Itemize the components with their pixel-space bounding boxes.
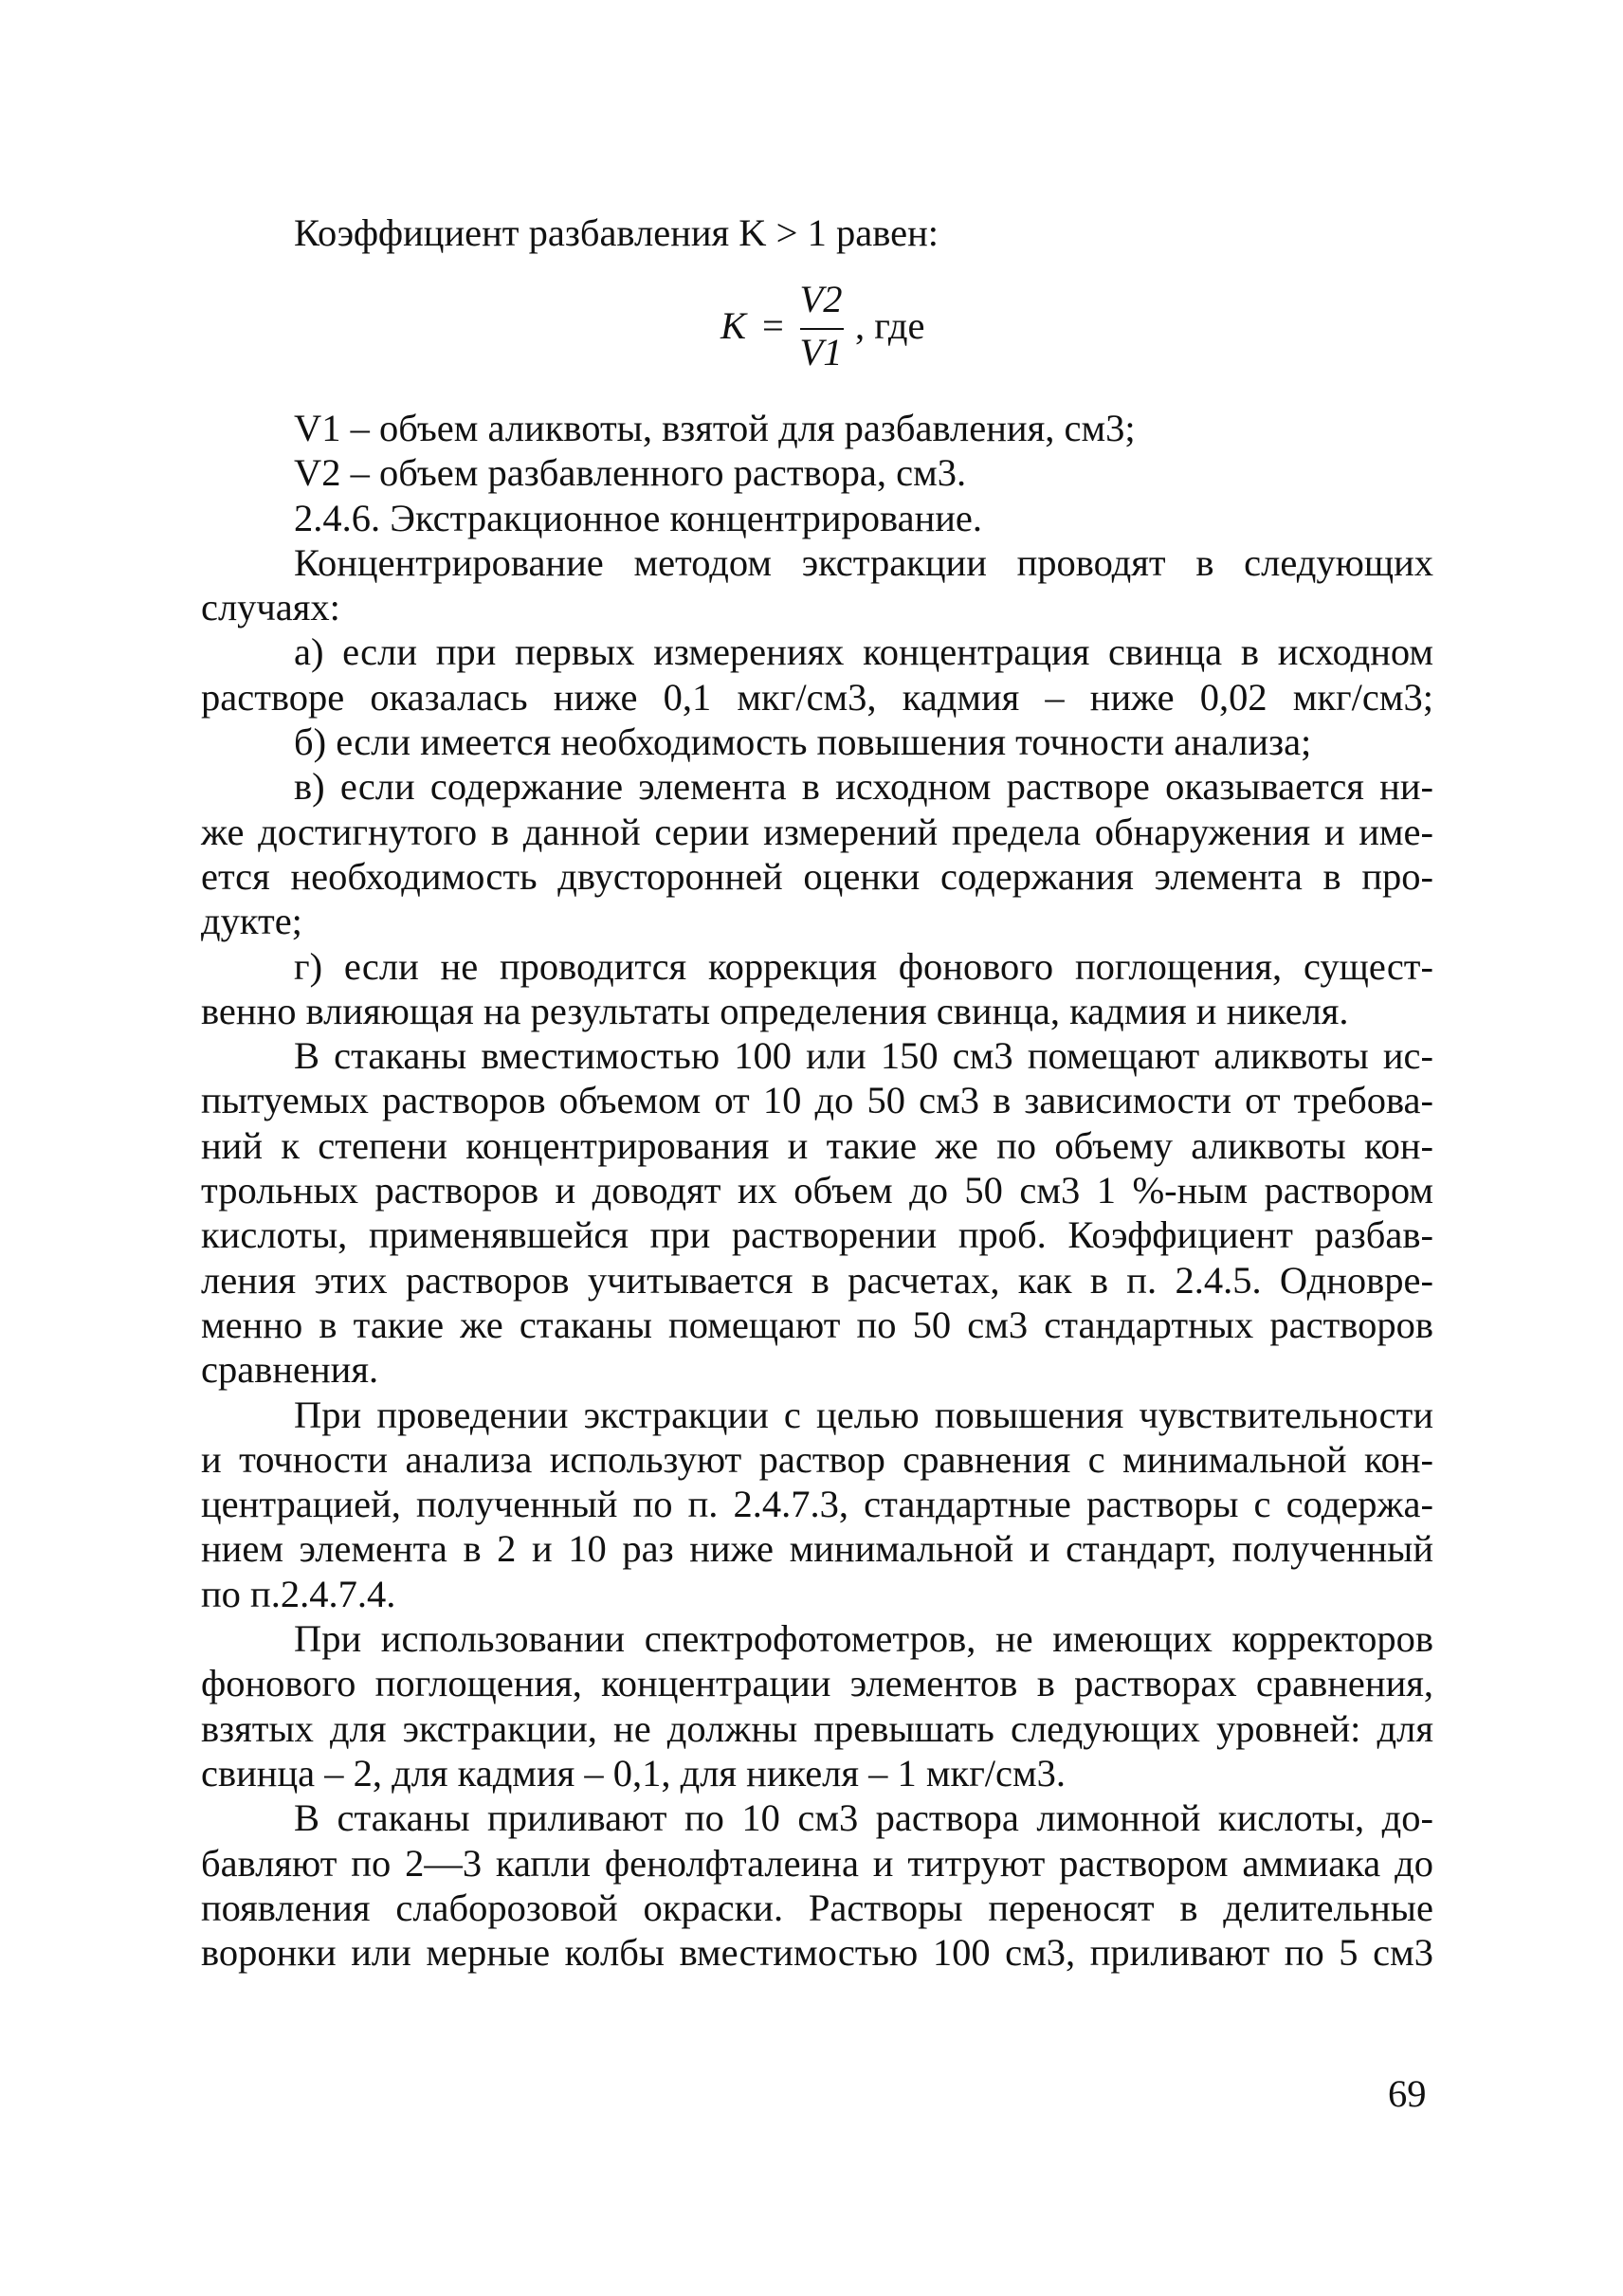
formula-suffix: , где (855, 304, 925, 347)
paragraph-line: нием элемента в 2 и 10 раз ниже минимальной и стандарт, полученный (201, 1527, 1433, 1571)
paragraph-line: сравнения. (201, 1348, 379, 1392)
paragraph-line: воронки или мерные колбы вместимостью 100 см3, приливают по 5 см3 (201, 1931, 1433, 1975)
body-text (201, 406, 1433, 1975)
paragraph-line: При проведении экстракции с целью повышения чувствительности (294, 1393, 1433, 1436)
list-item-b: б) если имеется необходимость повышения точности анализа; (294, 720, 1312, 764)
list-item-v-cont: дукте; (201, 900, 302, 943)
list-item-v-cont: ется необходимость двусторонней оценки содержания элемента в про- (201, 854, 1433, 898)
formula-equals: = (762, 304, 784, 347)
list-item-a-cont: растворе оказалась ниже 0,1 мкг/см3, кадмия – ниже 0,02 мкг/см3; (201, 675, 1433, 719)
definition-v1: V1 – объем аликвоты, взятой для разбавления, см3; (294, 407, 1136, 449)
paragraph-line: В стаканы приливают по 10 см3 раствора лимонной кислоты, до- (294, 1796, 1433, 1840)
paragraph-line: случаях: (201, 586, 340, 629)
paragraph-line: менно в такие же стаканы помещают по 50 см3 стандартных растворов (201, 1303, 1433, 1346)
paragraph-line: пытуемых растворов объемом от 10 до 50 см3 в зависимости от требова- (201, 1079, 1433, 1122)
list-item-v: в) если содержание элемента в исходном растворе оказывается ни- (294, 765, 1433, 809)
list-item-v-cont: же достигнутого в данной серии измерений предела обнаружения и име- (201, 810, 1433, 853)
section-heading: 2.4.6. Экстракционное концентрирование. (294, 496, 983, 539)
list-item-g: г) если не проводится коррекция фонового поглощения, сущест- (294, 944, 1433, 988)
list-item-a: а) если при первых измерениях концентрация свинца в исходном (294, 630, 1433, 674)
paragraph-line: ления этих растворов учитывается в расчетах, как в п. 2.4.5. Одновре- (201, 1258, 1433, 1302)
paragraph-line: Концентрирование методом экстракции проводят в следующих (294, 540, 1433, 584)
formula-numerator: V2 (799, 278, 843, 320)
paragraph-line: появления слаборозовой окраски. Растворы переносят в делительные (201, 1886, 1433, 1929)
paragraph-line: При использовании спектрофотометров, не имеющих корректоров (294, 1617, 1433, 1661)
paragraph-line: центрацией, полученный по п. 2.4.7.3, стандартные растворы с содержа- (201, 1483, 1433, 1526)
paragraph-line: ний к степени концентрирования и такие же по объему аликвоты кон- (201, 1123, 1433, 1167)
paragraph-line: по п.2.4.7.4. (201, 1572, 396, 1615)
paragraph-line: и точности анализа используют раствор сравнения с минимальной кон- (201, 1437, 1433, 1481)
intro-paragraph (201, 210, 1433, 255)
formula-denominator: V1 (799, 331, 843, 374)
formula-lhs: K (720, 304, 747, 347)
definition-v2: V2 – объем разбавленного раствора, см3. (294, 451, 967, 495)
paragraph-line: фонового поглощения, концентрации элементов в растворах сравнения, (201, 1662, 1433, 1705)
paragraph-line: бавляют по 2—3 капли фенолфталеина и титруют раствором аммиака до (201, 1841, 1433, 1885)
paragraph-line: В стаканы вместимостью 100 или 150 см3 помещают аликвоты ис- (294, 1034, 1433, 1078)
page-number: 69 (1388, 2072, 1427, 2115)
intro-line: Коэффициент разбавления K > 1 равен: (294, 211, 939, 254)
paragraph-line: взятых для экстракции, не должны превышать следующих уровней: для (201, 1706, 1433, 1750)
list-item-g-cont: венно влияющая на результаты определения свинца, кадмия и никеля. (201, 989, 1349, 1032)
paragraph-line: свинца – 2, для кадмия – 0,1, для никеля – 1 мкг/см3. (201, 1751, 1067, 1795)
paragraph-line: трольных растворов и доводят их объем до 50 см3 1 %-ным раствором (201, 1169, 1433, 1212)
paragraph-line: кислоты, применявшейся при растворении проб. Коэффициент разбав- (201, 1213, 1433, 1257)
